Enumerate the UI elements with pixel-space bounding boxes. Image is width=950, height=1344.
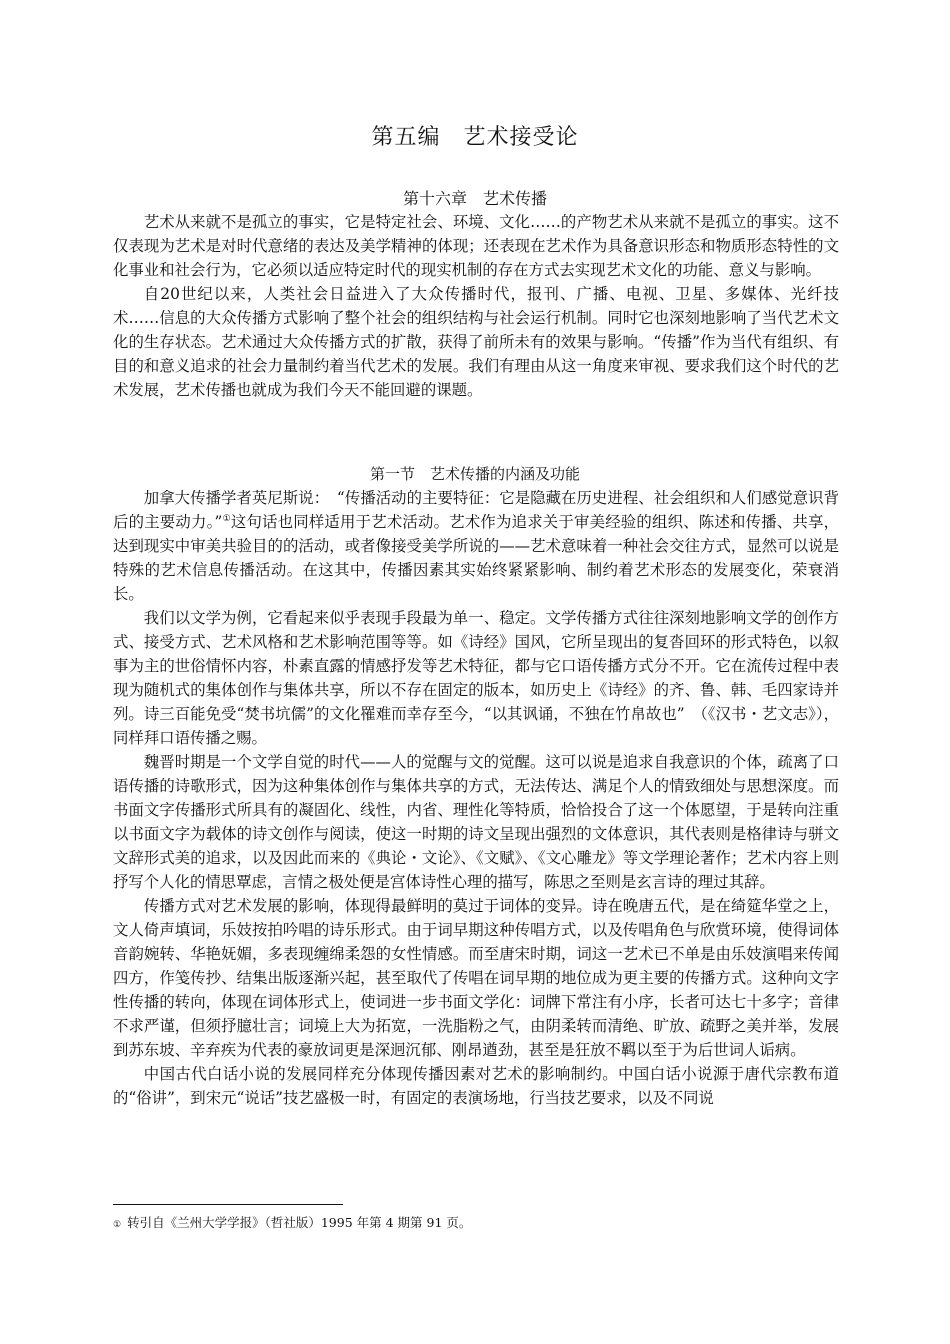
section-paragraph bbox=[113, 486, 839, 606]
section-paragraph: 魏晋时期是一个文学自觉的时代——人的觉醒与文的觉醒。这可以说是追求自我意识的个体，疏离了口语传播的诗歌形式，因为这种集体创作与集体共享的方式，无法传达、满足个人的情致细处与思想深度。而书面文字传播形式所具有的凝固化、线性，内省、理性化等特质，恰恰投合了这一个体愿望，于是转向注重以书面文字为载体的诗文创作与阅读，使这一时期的诗文呈现出强烈的文体意识，其代表则是格律诗与骈文文辞形式美的追求，以及因此而来的《典论・文论》、《文赋》、《文心雕龙》等文学理论著作；艺术内容上则抒写个人化的情思覃虑，言情之极处便是宫体诗性心理的描写，陈思之至则是玄言诗的理过其辞。 bbox=[113, 753, 839, 891]
part-title: 第五编 艺术接受论 bbox=[371, 125, 579, 150]
footnote-mark: ① bbox=[113, 1220, 122, 1230]
footnote bbox=[113, 1214, 839, 1234]
section-body bbox=[113, 486, 839, 1110]
footnote-divider bbox=[113, 1204, 343, 1205]
intro-paragraph: 自20世纪以来，人类社会日益进入了大众传播时代，报刊、广播、电视、卫星、多媒体、光纤技术……信息的大众传播方式影响了整个社会的组织结构与社会运行机制。同时它也深刻地影响了当代艺术文化的生存状态。艺术通过大众传播方式的扩散，获得了前所未有的效果与影响。“传播”作为当代有组织、有目的和意义追求的社会力量制约着当代艺术的发展。我们有理由从这一角度来审视、要求我们这个时代的艺术发展，艺术传播也就成为我们今天不能回避的课题。 bbox=[113, 285, 839, 399]
chapter-intro bbox=[113, 210, 839, 402]
intro-paragraph: 艺术从来就不是孤立的事实，它是特定社会、环境、文化……的产物艺术从来就不是孤立的事实。这不仅表现为艺术是对时代意绪的表达及美学精神的体现；还表现在艺术作为具备意识形态和物质形态特性的文化事业和社会行为，它必须以适应特定时代的现实机制的存在方式去实现艺术文化的功能、意义与影响。 bbox=[113, 213, 839, 279]
section-paragraph: 传播方式对艺术发展的影响，体现得最鲜明的莫过于词体的变异。诗在晚唐五代，是在绮筵华堂之上，文人倚声填词，乐妓按拍吟唱的诗乐形式。由于词早期这种传唱方式，以及传唱角色与欣赏环境，使得词体音韵婉转、华艳妩媚，多表现缠绵柔怨的女性情感。而至唐宋时期，词这一艺术已不单是由乐妓演唱来传闻四方，作笺传抄、结集出版逐渐兴起，甚至取代了传唱在词早期的地位成为更主要的传播方式。这种向文字性传播的转向，体现在词体形式上，使词进一步书面文学化：词牌下常注有小序，长者可达七十多字；音律不求严谨，但须抒臆壮言；词境上大为拓宽，一洗脂粉之气，由阴柔转而清绝、旷放、疏野之美并举，发展到苏东坡、辛弃疾为代表的豪放词更是深迥沉郁、刚昂遒劲，甚至是狂放不羁以至于为后世词人诟病。 bbox=[113, 897, 839, 1059]
paragraph-text: 这句话也同样适用于艺术活动。艺术作为追求关于审美经验的组织、陈述和传播、共享，达到现实中审美共验目的的活动，或者像接受美学所说的——艺术意味着一种社会交往方式，显然可以说是特殊的艺术信息传播活动。在这其中，传播因素其实始终紧紧影响、制约着艺术形态的发展变化，荣衰消长。 bbox=[113, 513, 839, 603]
section-paragraph: 中国古代白话小说的发展同样充分体现传播因素对艺术的影响制约。中国白话小说源于唐代宗教布道的“俗讲”，到宋元“说话”技艺盛极一时，有固定的表演场地，行当技艺要求，以及不同说 bbox=[113, 1065, 839, 1107]
footnote-reference[interactable]: ① bbox=[222, 513, 231, 524]
chapter-title: 第十六章 艺术传播 bbox=[402, 189, 547, 208]
section-paragraph: 我们以文学为例，它看起来似乎表现手段最为单一、稳定。文学传播方式往往深刻地影响文学的创作方式、接受方式、艺术风格和艺术影响范围等等。如《诗经》国风，它所呈现出的复沓回环的形式特色，以叙事为主的世俗情怀内容，朴素直露的情感抒发等艺术特征，都与它口语传播方式分不开。它在流传过程中表现为随机式的集体创作与集体共享，所以不存在固定的版本，如历史上《诗经》的齐、鲁、韩、毛四家诗并列。诗三百能免受“焚书坑儒”的文化罹难而幸存至今，“以其讽诵，不独在竹帛故也” （《汉书・艺文志》），同样拜口语传播之赐。 bbox=[113, 609, 839, 747]
paragraph-text: 加拿大传播学者英尼斯说： “传播活动的主要特征：它是隐藏在历史进程、社会组织和人们感觉意识背后的主要动力。” bbox=[113, 489, 839, 531]
section-title: 第一节 艺术传播的内涵及功能 bbox=[369, 465, 580, 483]
footnote-text: 转引自《兰州大学学报》（哲社版）1995 年第 4 期第 91 页。 bbox=[127, 1215, 472, 1230]
